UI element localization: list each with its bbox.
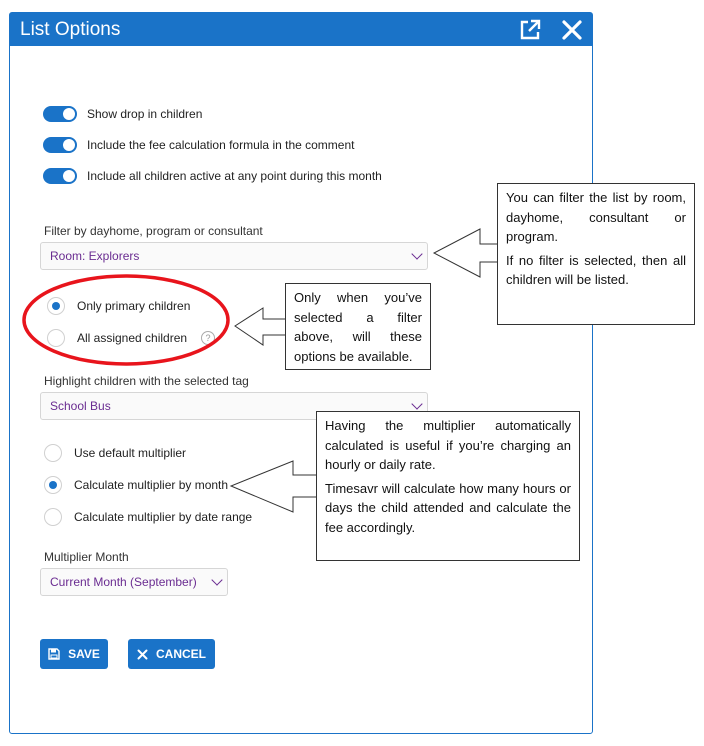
multiplier-month-value: Current Month (September) xyxy=(50,575,197,589)
filter-label: Filter by dayhome, program or consultant xyxy=(44,224,263,238)
callout-filter xyxy=(497,183,695,325)
callout-text: Timesavr will calculate how many hours or days the child attended and calculate the fee accordingly. xyxy=(325,480,571,535)
callout-text: Having the multiplier automatically calculated is useful if you’re charging an hourly or daily rate. xyxy=(325,418,571,472)
callout-arrow-filter xyxy=(434,229,498,277)
radio-label: Use default multiplier xyxy=(74,446,187,460)
cancel-button-label: CANCEL xyxy=(156,647,206,661)
callout-arrow-multiplier xyxy=(231,461,317,512)
radio-label: Calculate multiplier by month xyxy=(74,478,229,492)
callout-scope xyxy=(285,283,431,370)
radio-label: Calculate multiplier by date range xyxy=(74,510,253,524)
callout-text: Only when you’ve selected a filter above, will these options be available. xyxy=(294,290,422,364)
callout-multiplier xyxy=(316,411,580,561)
tag-label: Highlight children with the selected tag xyxy=(44,374,249,388)
toggle-label: Show drop in children xyxy=(87,107,203,121)
toggle-label: Include all children active at any point during this month xyxy=(87,169,382,183)
radio-label: Only primary children xyxy=(77,299,191,313)
radio-label: All assigned children xyxy=(77,331,188,345)
toggle-label: Include the fee calculation formula in the comment xyxy=(87,138,355,152)
dialog-title: List Options xyxy=(20,19,121,40)
question-circle-icon[interactable]: ? xyxy=(201,331,215,345)
highlight-ellipse xyxy=(24,276,228,364)
save-button-label: SAVE xyxy=(68,647,100,661)
callout-arrow-scope xyxy=(235,308,286,345)
callout-text: If no filter is selected, then all children will be listed. xyxy=(506,252,686,287)
filter-select-value: Room: Explorers xyxy=(50,249,140,263)
callout-text: You can filter the list by room, dayhome, consultant or program. xyxy=(506,190,686,244)
multiplier-month-label: Multiplier Month xyxy=(44,550,129,564)
tag-select-value: School Bus xyxy=(50,399,111,413)
